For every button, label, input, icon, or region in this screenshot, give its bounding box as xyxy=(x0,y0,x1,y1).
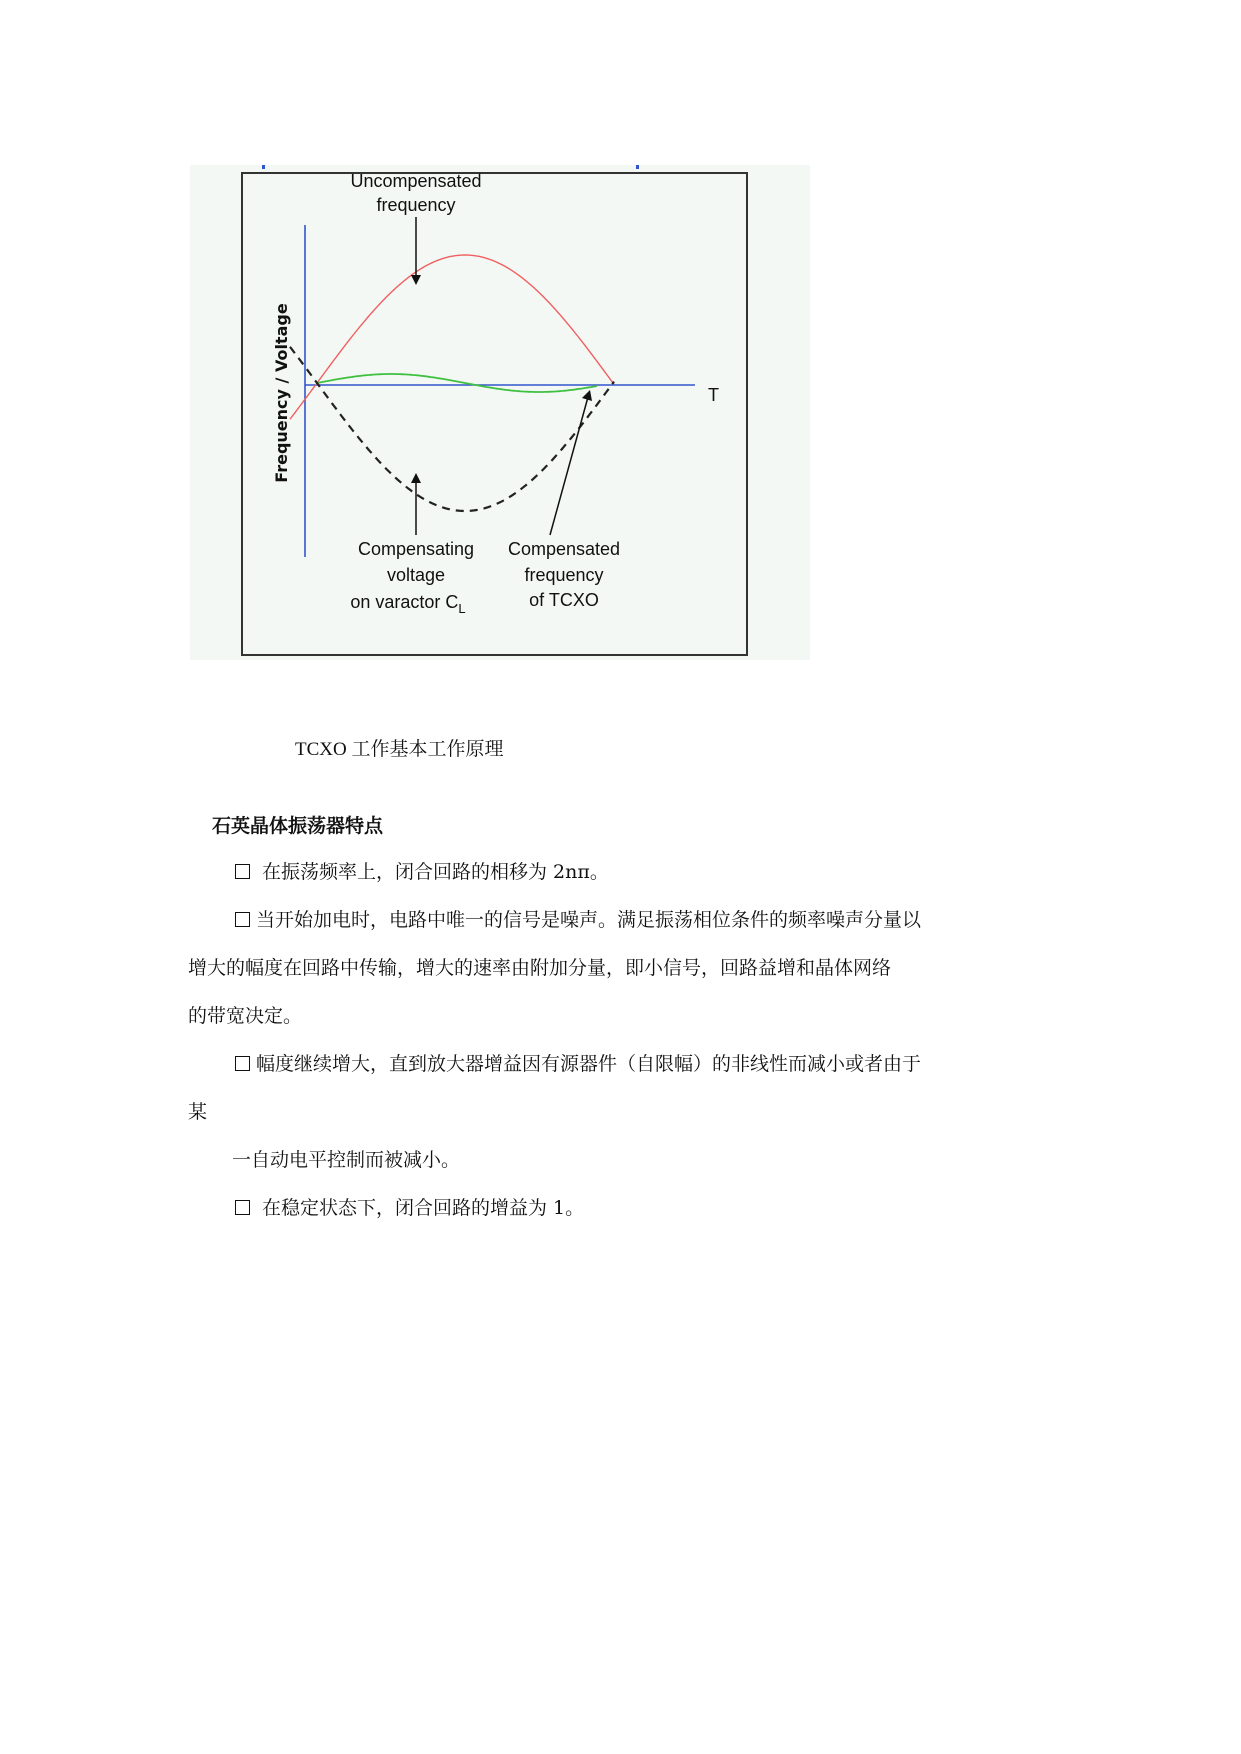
compensating-voltage-curve xyxy=(290,347,614,511)
paragraph-2-line-1-text: 当开始加电时，电路中唯一的信号是噪声。满足振荡相位条件的频率噪声分量以 xyxy=(256,909,922,931)
annotation-compensating-line2: voltage xyxy=(386,565,446,585)
paragraph-3-line-2: 某 xyxy=(188,1101,208,1123)
annotation-compensated-line1: Compensated xyxy=(507,539,621,559)
annotation-compensating-line3 xyxy=(350,592,465,616)
checkbox-icon xyxy=(235,1056,250,1071)
paragraph-3-line-1-text: 幅度继续增大，直到放大器增益因有源器件（自限幅）的非线性而减小或者由于 xyxy=(256,1053,922,1075)
compensated-frequency-curve xyxy=(317,374,597,392)
figure-frame xyxy=(242,173,747,655)
tcxo-figure xyxy=(190,165,810,660)
arrow-compensated xyxy=(550,397,588,535)
paragraph-1-line-1 xyxy=(235,857,609,884)
paragraph-1-line-1-text: 在振荡频率上，闭合回路的相移为 2nπ。 xyxy=(262,861,609,883)
checkbox-icon xyxy=(235,912,250,927)
uncompensated-frequency-curve xyxy=(290,255,614,419)
y-axis-label: Frequency / Voltage xyxy=(272,303,291,483)
paragraph-2-line-1 xyxy=(235,905,921,932)
tcxo-diagram xyxy=(190,165,810,660)
paragraph-3-line-1 xyxy=(235,1049,921,1076)
figure-caption: TCXO 工作基本工作原理 xyxy=(295,739,504,760)
paragraph-3-line-3: 一自动电平控制而被减小。 xyxy=(232,1149,461,1171)
checkbox-icon xyxy=(235,1200,250,1215)
annotation-compensated-line2: frequency xyxy=(524,565,604,585)
annotation-compensating-line3-main: on varactor C xyxy=(350,592,459,612)
paragraph-4-line-1-text: 在稳定状态下，闭合回路的增益为 1。 xyxy=(262,1197,585,1219)
paragraph-2-line-2: 增大的幅度在回路中传输，增大的速率由附加分量，即小信号，回路益增和晶体网络 xyxy=(188,957,892,979)
top-artifact-right xyxy=(636,165,639,169)
checkbox-icon xyxy=(235,864,250,879)
annotation-compensated-line3: of TCXO xyxy=(529,590,599,610)
top-artifact-left xyxy=(262,165,265,169)
annotation-compensating-line1: Compensating xyxy=(357,539,475,559)
paragraph-2-line-3: 的带宽决定。 xyxy=(188,1005,303,1027)
arrow-uncompensated-head xyxy=(411,275,421,285)
annotation-uncompensated-line1: Uncompensated xyxy=(350,171,482,191)
x-axis-label: T xyxy=(708,385,719,405)
paragraph-4-line-1 xyxy=(235,1193,584,1220)
arrow-compensating-head xyxy=(411,473,421,483)
section-title: 石英晶体振荡器特点 xyxy=(212,815,384,837)
annotation-uncompensated-line2: frequency xyxy=(376,195,456,215)
arrow-compensated-head xyxy=(582,390,592,401)
annotation-compensating-subscript: L xyxy=(458,601,466,616)
